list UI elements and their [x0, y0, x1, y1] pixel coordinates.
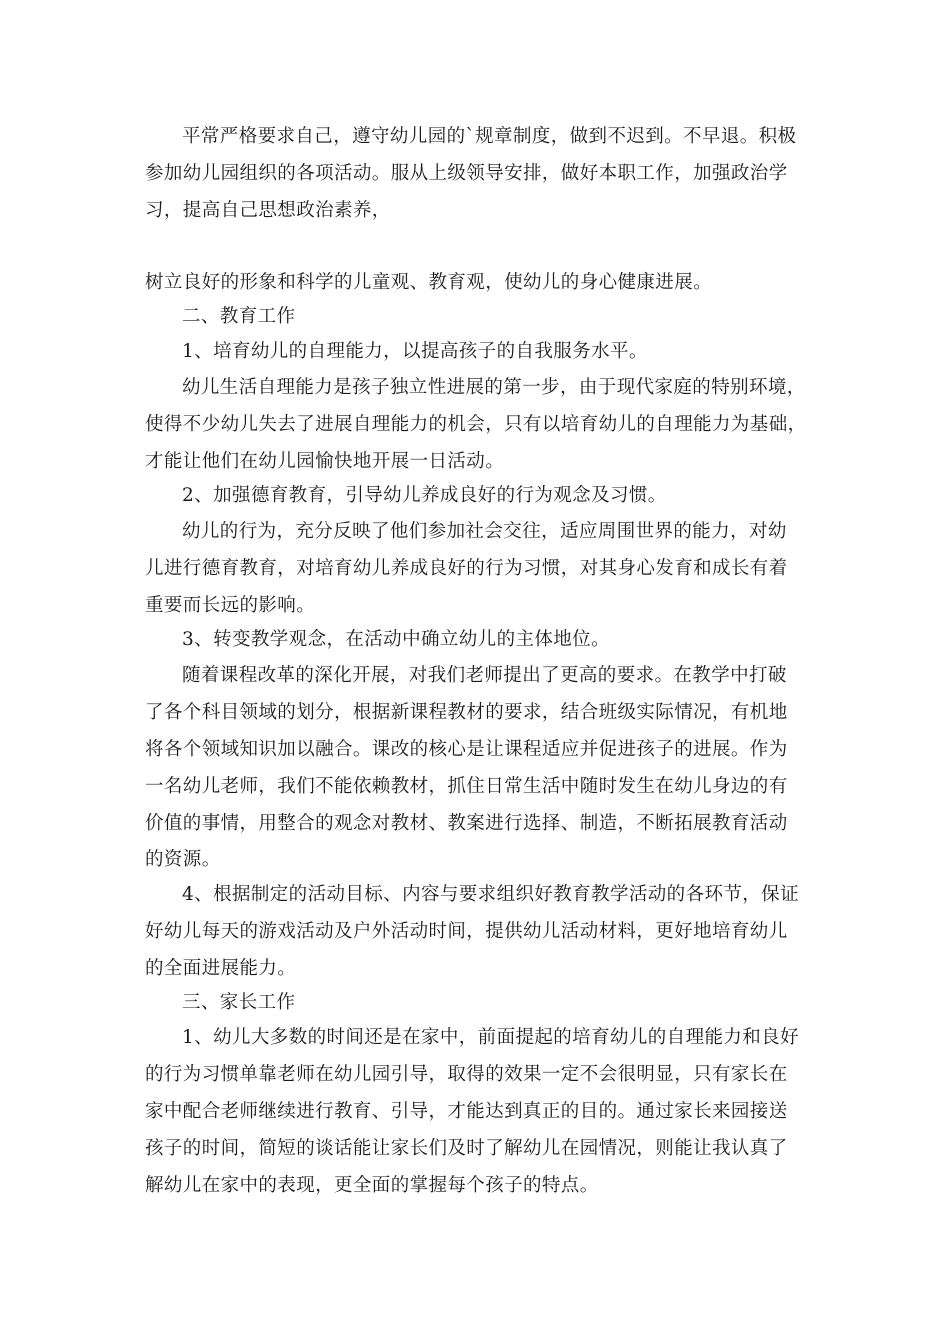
paragraph-line: 孩子的时间，简短的谈话能让家长们及时了解幼儿在园情况，则能让我认真了 — [145, 1138, 788, 1159]
paragraph-line: 的行为习惯单靠老师在幼儿园引导，取得的效果一定不会很明显，只有家长在 — [145, 1064, 788, 1085]
paragraph-line: 好幼儿每天的游戏活动及户外活动时间，提供幼儿活动材料，更好地培育幼儿 — [145, 921, 788, 942]
paragraph-line: 一名幼儿老师，我们不能依赖教材，抓住日常生活中随时发生在幼儿身边的有 — [145, 776, 788, 797]
paragraph-line: 的全面进展能力。 — [145, 958, 297, 979]
paragraph-line: 重要而长远的影响。 — [145, 595, 316, 616]
paragraph-line: 幼儿的行为，充分反映了他们参加社会交往，适应周围世界的能力，对幼 — [182, 521, 787, 542]
section-heading: 二、教育工作 — [182, 306, 296, 327]
subheading: 2、加强德育教育，引导幼儿养成良好的行为观念及习惯。 — [182, 485, 667, 506]
subheading: 1、培育幼儿的自理能力，以提高孩子的自我服务水平。 — [182, 341, 648, 362]
paragraph-line: 价值的事情，用整合的观念对教材、教案进行选择、制造，不断拓展教育活动 — [145, 813, 788, 834]
paragraph-line: 习，提高自己思想政治素养， — [145, 200, 391, 221]
paragraph-line: 儿进行德育教育，对培育幼儿养成良好的行为习惯，对其身心发育和成长有着 — [145, 558, 788, 579]
paragraph-line: 参加幼儿园组织的各项活动。服从上级领导安排，做好本职工作，加强政治学 — [145, 163, 788, 184]
paragraph-line: 的资源。 — [145, 849, 221, 870]
subheading: 3、转变教学观念，在活动中确立幼儿的主体地位。 — [182, 629, 610, 650]
paragraph-line: 使得不少幼儿失去了进展自理能力的机会，只有以培育幼儿的自理能力为基础， — [145, 414, 807, 435]
paragraph-line: 4、根据制定的活动目标、内容与要求组织好教育教学活动的各环节，保证 — [182, 884, 799, 905]
paragraph-line: 家中配合老师继续进行教育、引导，才能达到真正的目的。通过家长来园接送 — [145, 1101, 788, 1122]
paragraph-line: 1、幼儿大多数的时间还是在家中，前面提起的培育幼儿的自理能力和良好 — [182, 1027, 799, 1048]
paragraph-line: 解幼儿在家中的表现，更全面的掌握每个孩子的特点。 — [145, 1175, 599, 1196]
paragraph-line: 将各个领域知识加以融合。课改的核心是让课程适应并促进孩子的进展。作为 — [145, 739, 788, 760]
paragraph-line: 了各个科目领域的划分，根据新课程教材的要求，结合班级实际情况，有机地 — [145, 702, 788, 723]
paragraph-line: 平常严格要求自己，遵守幼儿园的`规章制度，做到不迟到。不早退。积极 — [182, 126, 797, 147]
paragraph-line: 才能让他们在幼儿园愉快地开展一日活动。 — [145, 451, 505, 472]
section-heading: 三、家长工作 — [182, 992, 296, 1013]
paragraph-line: 树立良好的形象和科学的儿童观、教育观，使幼儿的身心健康进展。 — [145, 272, 713, 293]
paragraph-line: 幼儿生活自理能力是孩子独立性进展的第一步，由于现代家庭的特别环境， — [182, 377, 806, 398]
paragraph-line: 随着课程改革的深化开展，对我们老师提出了更高的要求。在教学中打破 — [182, 665, 787, 686]
